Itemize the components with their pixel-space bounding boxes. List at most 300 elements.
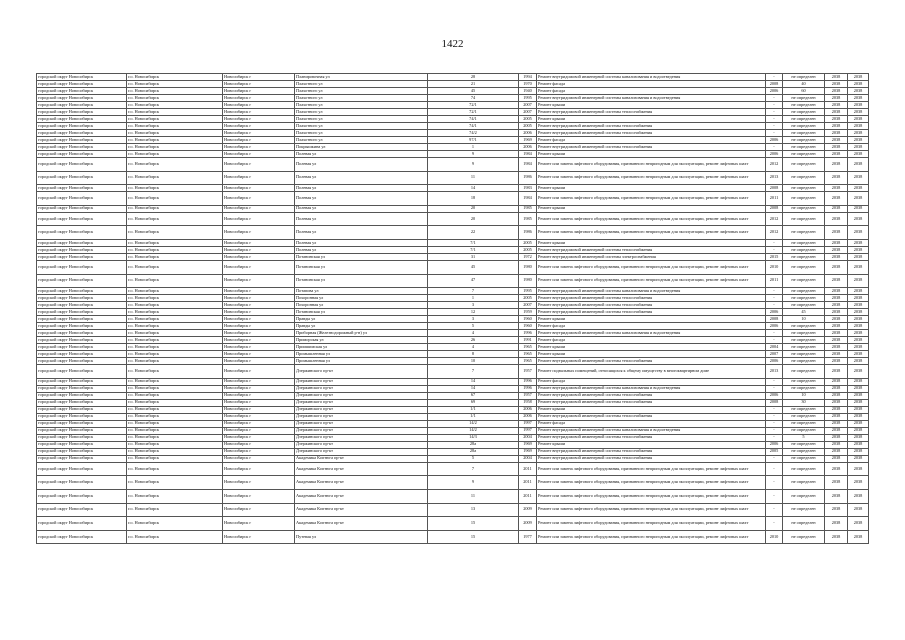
house-number-cell: 12 [428, 309, 519, 316]
work-type-cell: Ремонт внутридомовой инженерной системы канализования и водоотведения [537, 74, 766, 81]
last-repair-year-cell: - [766, 413, 783, 420]
street-cell: Полевая ул [295, 212, 428, 226]
locality-short-cell: г.о. Новосибирск [127, 246, 223, 253]
build-year-cell: 2007 [519, 302, 537, 309]
house-number-cell: 1/1 [428, 413, 519, 420]
plan-end-cell: 2038 [848, 503, 869, 517]
street-cell: Полевая ул [295, 226, 428, 240]
house-number-cell: 21 [428, 81, 519, 88]
wear-cell: не определен [783, 406, 825, 413]
locality-short-cell: г.о. Новосибирск [127, 385, 223, 392]
locality-short-cell: г.о. Новосибирск [127, 330, 223, 337]
city-cell: Новосибирск г [223, 476, 295, 490]
plan-start-cell: 2038 [825, 489, 848, 503]
plan-end-cell: 2038 [848, 274, 869, 288]
last-repair-year-cell: 2006 [766, 137, 783, 144]
locality-short-cell: г.о. Новосибирск [127, 205, 223, 212]
table-row [37, 95, 869, 102]
municipality-cell: городской округ Новосибирск [37, 88, 127, 95]
street-cell: Академика Коптюга пр-кт [295, 462, 428, 476]
street-cell: Правды ул [295, 323, 428, 330]
wear-cell: не определен [783, 476, 825, 490]
wear-cell: не определен [783, 385, 825, 392]
street-cell: Потапова ул [295, 288, 428, 295]
street-cell: Плахотного ул [295, 81, 428, 88]
house-number-cell: 97/1 [428, 137, 519, 144]
plan-start-cell: 2038 [825, 530, 848, 544]
municipality-cell: городской округ Новосибирск [37, 385, 127, 392]
last-repair-year-cell: 2006 [766, 441, 783, 448]
build-year-cell: 2006 [519, 406, 537, 413]
last-repair-year-cell: - [766, 455, 783, 462]
street-cell: Полевая ул [295, 185, 428, 192]
wear-cell: не определен [783, 158, 825, 172]
locality-short-cell: г.о. Новосибирск [127, 260, 223, 274]
build-year-cell: 1960 [519, 316, 537, 323]
plan-start-cell: 2038 [825, 260, 848, 274]
last-repair-year-cell: 2005 [766, 448, 783, 455]
build-year-cell: 1965 [519, 358, 537, 365]
house-number-cell: 7 [428, 365, 519, 379]
plan-end-cell: 2038 [848, 309, 869, 316]
wear-cell: 40 [783, 81, 825, 88]
wear-cell: не определен [783, 441, 825, 448]
build-year-cell: 2006 [519, 130, 537, 137]
wear-cell: не определен [783, 351, 825, 358]
table-row [37, 185, 869, 192]
last-repair-year-cell: 2006 [766, 323, 783, 330]
locality-short-cell: г.о. Новосибирск [127, 309, 223, 316]
plan-end-cell: 2038 [848, 158, 869, 172]
street-cell: Путевая ул [295, 530, 428, 544]
street-cell: Дзержинского пр-кт [295, 399, 428, 406]
table-row [37, 260, 869, 274]
build-year-cell: 1984 [519, 151, 537, 158]
build-year-cell: 2006 [519, 413, 537, 420]
build-year-cell: 1997 [519, 427, 537, 434]
build-year-cell: 1965 [519, 344, 537, 351]
city-cell: Новосибирск г [223, 420, 295, 427]
municipality-cell: городской округ Новосибирск [37, 144, 127, 151]
plan-end-cell: 2038 [848, 205, 869, 212]
locality-short-cell: г.о. Новосибирск [127, 420, 223, 427]
table-row [37, 462, 869, 476]
page-number: 1422 [441, 38, 464, 50]
work-type-cell: Ремонт или замена лифтового оборудования, признанного непригодным для эксплуатации, ремонт лифтовых шахт [537, 517, 766, 531]
build-year-cell: 1994 [519, 74, 537, 81]
city-cell: Новосибирск г [223, 144, 295, 151]
table-row [37, 171, 869, 185]
wear-cell: не определен [783, 517, 825, 531]
municipality-cell: городской округ Новосибирск [37, 137, 127, 144]
locality-short-cell: г.о. Новосибирск [127, 413, 223, 420]
street-cell: Похоронная ул [295, 302, 428, 309]
house-number-cell: 5 [428, 455, 519, 462]
locality-short-cell: г.о. Новосибирск [127, 239, 223, 246]
build-year-cell: 1995 [519, 288, 537, 295]
wear-cell: не определен [783, 212, 825, 226]
plan-end-cell: 2038 [848, 123, 869, 130]
build-year-cell: 1995 [519, 95, 537, 102]
work-type-cell: Ремонт внутридомовой инженерной системы теплоснабжения [537, 309, 766, 316]
wear-cell: не определен [783, 205, 825, 212]
wear-cell: не определен [783, 365, 825, 379]
municipality-cell: городской округ Новосибирск [37, 365, 127, 379]
work-type-cell: Ремонт или замена лифтового оборудования, признанного непригодным для эксплуатации, ремонт лифтовых шахт [537, 212, 766, 226]
house-number-cell: 9 [428, 151, 519, 158]
municipality-cell: городской округ Новосибирск [37, 309, 127, 316]
locality-short-cell: г.о. Новосибирск [127, 434, 223, 441]
municipality-cell: городской округ Новосибирск [37, 151, 127, 158]
city-cell: Новосибирск г [223, 274, 295, 288]
last-repair-year-cell: - [766, 130, 783, 137]
table-row [37, 109, 869, 116]
city-cell: Новосибирск г [223, 309, 295, 316]
plan-end-cell: 2038 [848, 185, 869, 192]
street-cell: Плахотного ул [295, 102, 428, 109]
house-number-cell: 20 [428, 212, 519, 226]
plan-end-cell: 2038 [848, 392, 869, 399]
house-number-cell: 26 [428, 337, 519, 344]
locality-short-cell: г.о. Новосибирск [127, 274, 223, 288]
build-year-cell: 1969 [519, 441, 537, 448]
plan-end-cell: 2038 [848, 109, 869, 116]
city-cell: Новосибирск г [223, 455, 295, 462]
house-number-cell: 74 [428, 95, 519, 102]
municipality-cell: городской округ Новосибирск [37, 116, 127, 123]
locality-short-cell: г.о. Новосибирск [127, 81, 223, 88]
build-year-cell: 2005 [519, 123, 537, 130]
plan-start-cell: 2038 [825, 517, 848, 531]
street-cell: Плахотного ул [295, 116, 428, 123]
build-year-cell: 1969 [519, 448, 537, 455]
build-year-cell: 2005 [519, 246, 537, 253]
work-type-cell: Ремонт или замена лифтового оборудования, признанного непригодным для эксплуатации, ремонт лифтовых шахт [537, 489, 766, 503]
plan-end-cell: 2038 [848, 144, 869, 151]
locality-short-cell: г.о. Новосибирск [127, 212, 223, 226]
street-cell: Полевая ул [295, 246, 428, 253]
house-number-cell: 13 [428, 503, 519, 517]
house-number-cell: 47 [428, 274, 519, 288]
street-cell: Дзержинского пр-кт [295, 448, 428, 455]
table-row [37, 476, 869, 490]
house-number-cell: 22 [428, 226, 519, 240]
build-year-cell: 1977 [519, 530, 537, 544]
table-row [37, 385, 869, 392]
wear-cell: не определен [783, 295, 825, 302]
work-type-cell: Ремонт или замена лифтового оборудования, признанного непригодным для эксплуатации, ремонт лифтовых шахт [537, 476, 766, 490]
house-number-cell: 74/2 [428, 130, 519, 137]
wear-cell: 60 [783, 88, 825, 95]
municipality-cell: городской округ Новосибирск [37, 288, 127, 295]
municipality-cell: городской округ Новосибирск [37, 427, 127, 434]
city-cell: Новосибирск г [223, 385, 295, 392]
plan-start-cell: 2038 [825, 81, 848, 88]
last-repair-year-cell: - [766, 489, 783, 503]
last-repair-year-cell: - [766, 123, 783, 130]
work-type-cell: Ремонт внутридомовой инженерной системы теплоснабжения [537, 399, 766, 406]
last-repair-year-cell: - [766, 434, 783, 441]
street-cell: Академика Коптюга пр-кт [295, 489, 428, 503]
work-type-cell: Ремонт внутридомовой инженерной системы теплоснабжения [537, 434, 766, 441]
build-year-cell: 1984 [519, 192, 537, 206]
work-type-cell: Ремонт или замена лифтового оборудования, признанного непригодным для эксплуатации, ремонт лифтовых шахт [537, 462, 766, 476]
municipality-cell: городской округ Новосибирск [37, 441, 127, 448]
work-type-cell: Ремонт внутридомовой инженерной системы теплоснабжения [537, 246, 766, 253]
table-row [37, 358, 869, 365]
house-number-cell: 14 [428, 385, 519, 392]
street-cell: Дзержинского пр-кт [295, 427, 428, 434]
wear-cell: не определен [783, 503, 825, 517]
work-type-cell: Ремонт крыши [537, 205, 766, 212]
last-repair-year-cell: 2006 [766, 88, 783, 95]
street-cell: Дзержинского пр-кт [295, 392, 428, 399]
locality-short-cell: г.о. Новосибирск [127, 102, 223, 109]
plan-end-cell: 2038 [848, 476, 869, 490]
street-cell: Дзержинского пр-кт [295, 434, 428, 441]
build-year-cell: 1972 [519, 253, 537, 260]
locality-short-cell: г.о. Новосибирск [127, 406, 223, 413]
table-row [37, 239, 869, 246]
last-repair-year-cell: - [766, 239, 783, 246]
plan-start-cell: 2038 [825, 323, 848, 330]
house-number-cell: 5 [428, 323, 519, 330]
city-cell: Новосибирск г [223, 81, 295, 88]
house-number-cell: 4 [428, 330, 519, 337]
plan-start-cell: 2038 [825, 123, 848, 130]
build-year-cell: 1965 [519, 351, 537, 358]
last-repair-year-cell: 2012 [766, 226, 783, 240]
plan-end-cell: 2038 [848, 455, 869, 462]
table-row [37, 253, 869, 260]
work-type-cell: Ремонт внутридомовой инженерной системы электроснабжения [537, 253, 766, 260]
wear-cell: не определен [783, 253, 825, 260]
build-year-cell: 2007 [519, 102, 537, 109]
city-cell: Новосибирск г [223, 399, 295, 406]
municipality-cell: городской округ Новосибирск [37, 448, 127, 455]
street-cell: Дзержинского пр-кт [295, 441, 428, 448]
work-type-cell: Ремонт или замена лифтового оборудования, признанного непригодным для эксплуатации, ремонт лифтовых шахт [537, 158, 766, 172]
plan-start-cell: 2038 [825, 358, 848, 365]
last-repair-year-cell: 2008 [766, 185, 783, 192]
wear-cell: не определен [783, 74, 825, 81]
locality-short-cell: г.о. Новосибирск [127, 448, 223, 455]
wear-cell: не определен [783, 102, 825, 109]
build-year-cell: 1985 [519, 205, 537, 212]
plan-end-cell: 2038 [848, 351, 869, 358]
work-type-cell: Ремонт крыши [537, 185, 766, 192]
plan-start-cell: 2038 [825, 406, 848, 413]
house-number-cell: 45 [428, 88, 519, 95]
house-number-cell: 4 [428, 344, 519, 351]
wear-cell: не определен [783, 144, 825, 151]
city-cell: Новосибирск г [223, 116, 295, 123]
house-number-cell: 31 [428, 253, 519, 260]
table-row [37, 489, 869, 503]
build-year-cell: 1986 [519, 171, 537, 185]
work-type-cell: Ремонт внутридомовой инженерной системы канализования и водоотведения [537, 427, 766, 434]
municipality-cell: городской округ Новосибирск [37, 123, 127, 130]
municipality-cell: городской округ Новосибирск [37, 517, 127, 531]
plan-end-cell: 2038 [848, 74, 869, 81]
city-cell: Новосибирск г [223, 448, 295, 455]
plan-start-cell: 2038 [825, 226, 848, 240]
municipality-cell: городской округ Новосибирск [37, 358, 127, 365]
locality-short-cell: г.о. Новосибирск [127, 88, 223, 95]
locality-short-cell: г.о. Новосибирск [127, 116, 223, 123]
table-row [37, 246, 869, 253]
table-row [37, 130, 869, 137]
city-cell: Новосибирск г [223, 88, 295, 95]
wear-cell: не определен [783, 109, 825, 116]
plan-end-cell: 2038 [848, 427, 869, 434]
house-number-cell: 14/2 [428, 420, 519, 427]
work-type-cell: Ремонт внутридомовой инженерной системы канализования и водоотведения [537, 95, 766, 102]
plan-start-cell: 2038 [825, 171, 848, 185]
locality-short-cell: г.о. Новосибирск [127, 144, 223, 151]
wear-cell: не определен [783, 462, 825, 476]
plan-start-cell: 2038 [825, 192, 848, 206]
municipality-cell: городской округ Новосибирск [37, 130, 127, 137]
locality-short-cell: г.о. Новосибирск [127, 365, 223, 379]
house-number-cell: 28a [428, 448, 519, 455]
plan-end-cell: 2038 [848, 344, 869, 351]
table-row [37, 137, 869, 144]
street-cell: Полевая ул [295, 192, 428, 206]
last-repair-year-cell: 2006 [766, 392, 783, 399]
city-cell: Новосибирск г [223, 192, 295, 206]
house-number-cell: 14/2 [428, 427, 519, 434]
city-cell: Новосибирск г [223, 226, 295, 240]
street-cell: Планировочная ул [295, 74, 428, 81]
municipality-cell: городской округ Новосибирск [37, 192, 127, 206]
locality-short-cell: г.о. Новосибирск [127, 192, 223, 206]
build-year-cell: 1996 [519, 330, 537, 337]
build-year-cell: 2011 [519, 489, 537, 503]
street-cell: Дзержинского пр-кт [295, 406, 428, 413]
build-year-cell: 1984 [519, 158, 537, 172]
plan-start-cell: 2038 [825, 427, 848, 434]
city-cell: Новосибирск г [223, 392, 295, 399]
city-cell: Новосибирск г [223, 365, 295, 379]
wear-cell: не определен [783, 489, 825, 503]
last-repair-year-cell: 2013 [766, 171, 783, 185]
municipality-cell: городской округ Новосибирск [37, 109, 127, 116]
street-cell: Плахотного ул [295, 109, 428, 116]
table-row [37, 309, 869, 316]
plan-end-cell: 2038 [848, 102, 869, 109]
municipality-cell: городской округ Новосибирск [37, 455, 127, 462]
city-cell: Новосибирск г [223, 95, 295, 102]
table-row [37, 212, 869, 226]
table-row [37, 274, 869, 288]
work-type-cell: Ремонт внутридомовой инженерной системы канализования и водоотведения [537, 330, 766, 337]
plan-end-cell: 2038 [848, 337, 869, 344]
build-year-cell: 1991 [519, 337, 537, 344]
plan-end-cell: 2038 [848, 330, 869, 337]
build-year-cell: 2004 [519, 455, 537, 462]
wear-cell: 10 [783, 316, 825, 323]
municipality-cell: городской округ Новосибирск [37, 530, 127, 544]
municipality-cell: городской округ Новосибирск [37, 260, 127, 274]
house-number-cell: 28 [428, 74, 519, 81]
house-number-cell: 3 [428, 302, 519, 309]
build-year-cell: 2009 [519, 517, 537, 531]
city-cell: Новосибирск г [223, 316, 295, 323]
street-cell: Полевая ул [295, 158, 428, 172]
locality-short-cell: г.о. Новосибирск [127, 344, 223, 351]
city-cell: Новосибирск г [223, 413, 295, 420]
house-number-cell: 20 [428, 205, 519, 212]
locality-short-cell: г.о. Новосибирск [127, 517, 223, 531]
plan-end-cell: 2038 [848, 246, 869, 253]
municipality-cell: городской округ Новосибирск [37, 399, 127, 406]
wear-cell: 5 [783, 434, 825, 441]
work-type-cell: Ремонт внутридомовой инженерной системы теплоснабжения [537, 144, 766, 151]
house-number-cell: 14 [428, 378, 519, 385]
municipality-cell: городской округ Новосибирск [37, 434, 127, 441]
table-row [37, 365, 869, 379]
table-row [37, 205, 869, 212]
wear-cell: 45 [783, 309, 825, 316]
last-repair-year-cell: - [766, 378, 783, 385]
locality-short-cell: г.о. Новосибирск [127, 427, 223, 434]
last-repair-year-cell: - [766, 503, 783, 517]
plan-start-cell: 2038 [825, 385, 848, 392]
plan-start-cell: 2038 [825, 246, 848, 253]
capital-repair-table [36, 73, 869, 544]
city-cell: Новосибирск г [223, 517, 295, 531]
plan-end-cell: 2038 [848, 434, 869, 441]
street-cell: Промышленная ул [295, 358, 428, 365]
municipality-cell: городской округ Новосибирск [37, 316, 127, 323]
street-cell: Потанинская ул [295, 274, 428, 288]
municipality-cell: городской округ Новосибирск [37, 226, 127, 240]
plan-end-cell: 2038 [848, 517, 869, 531]
house-number-cell: 9 [428, 476, 519, 490]
locality-short-cell: г.о. Новосибирск [127, 462, 223, 476]
table-row [37, 192, 869, 206]
table-row [37, 448, 869, 455]
house-number-cell: 72/1 [428, 102, 519, 109]
table-row [37, 323, 869, 330]
build-year-cell: 1957 [519, 392, 537, 399]
city-cell: Новосибирск г [223, 406, 295, 413]
plan-end-cell: 2038 [848, 462, 869, 476]
plan-end-cell: 2038 [848, 406, 869, 413]
wear-cell: не определен [783, 246, 825, 253]
build-year-cell: 2011 [519, 462, 537, 476]
house-number-cell: 67 [428, 392, 519, 399]
plan-start-cell: 2038 [825, 295, 848, 302]
plan-end-cell: 2038 [848, 88, 869, 95]
last-repair-year-cell: - [766, 337, 783, 344]
street-cell: Академика Коптюга пр-кт [295, 476, 428, 490]
build-year-cell: 1983 [519, 185, 537, 192]
wear-cell: не определен [783, 116, 825, 123]
last-repair-year-cell: - [766, 288, 783, 295]
city-cell: Новосибирск г [223, 151, 295, 158]
plan-start-cell: 2038 [825, 351, 848, 358]
table-row [37, 316, 869, 323]
locality-short-cell: г.о. Новосибирск [127, 151, 223, 158]
wear-cell: не определен [783, 448, 825, 455]
work-type-cell: Ремонт крыши [537, 116, 766, 123]
work-type-cell: Ремонт крыши [537, 441, 766, 448]
plan-end-cell: 2038 [848, 295, 869, 302]
house-number-cell: 1 [428, 144, 519, 151]
table-row [37, 455, 869, 462]
